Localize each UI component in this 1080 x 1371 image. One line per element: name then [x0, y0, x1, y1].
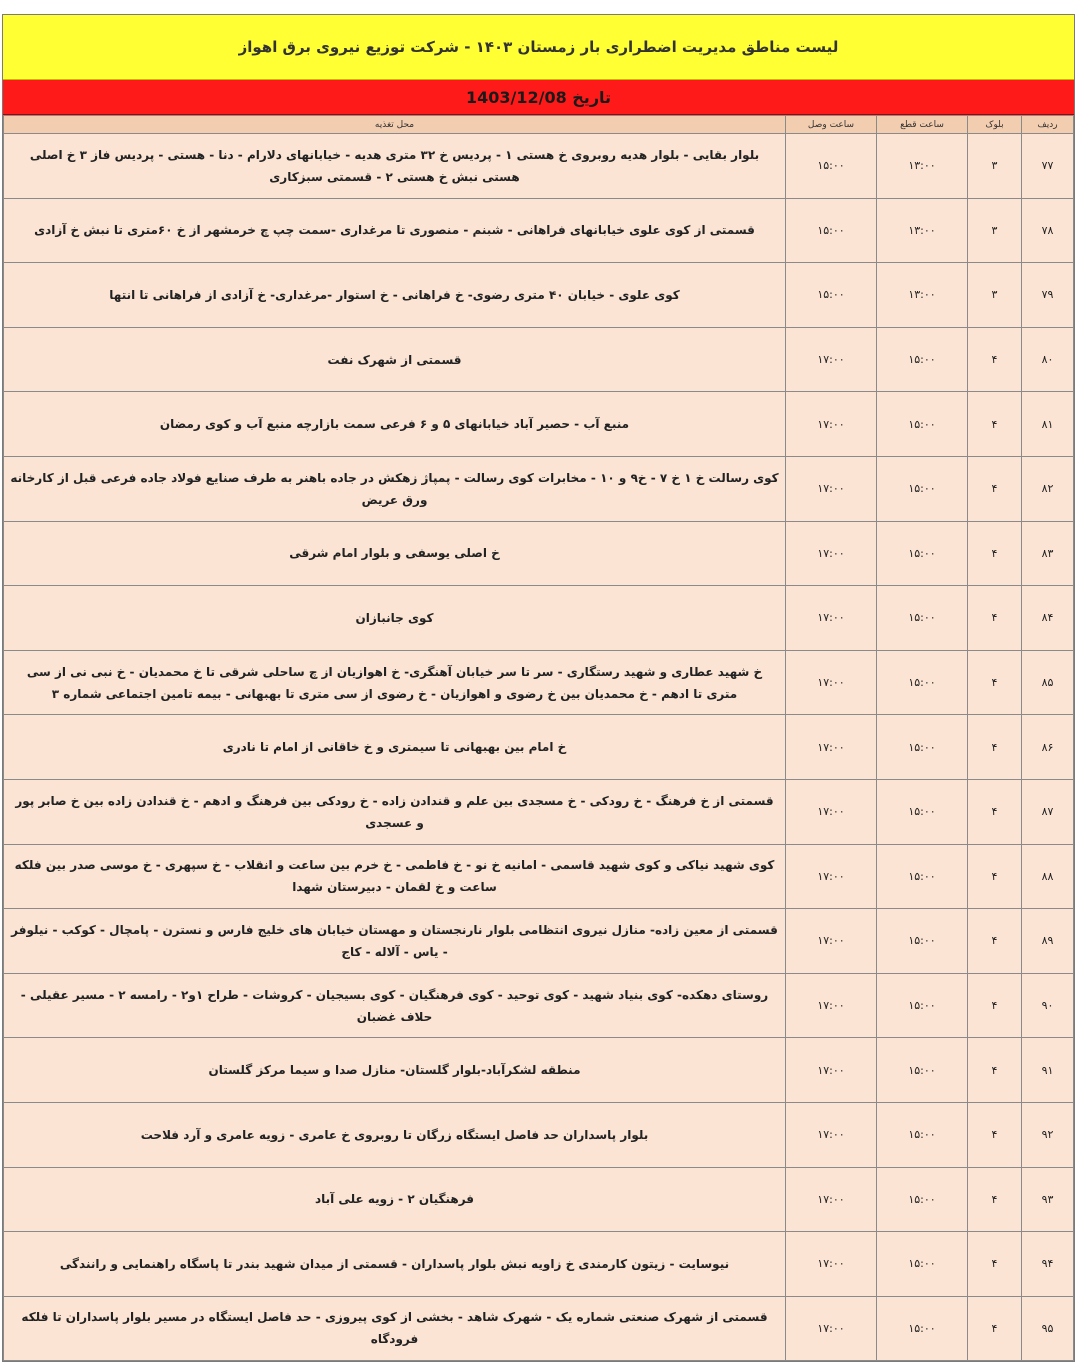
cell-location: بلوار بقایی - بلوار هدیه روبروی خ هستی ۱ - پردیس خ ۳۲ متری هدیه - خیابانهای دلارام - دنا - هستی - پردیس فاز ۳ خ اصلی هستی نبش خ هستی ۲ - قسمتی سبزکاری [4, 134, 786, 199]
cell-cut-time: ۱۵:۰۰ [877, 909, 968, 974]
cell-connect-time: ۱۵:۰۰ [786, 198, 877, 263]
cell-cut-time: ۱۵:۰۰ [877, 1232, 968, 1297]
table-header-row [4, 116, 1074, 134]
cell-block: ۴ [968, 715, 1022, 780]
cell-location: قسمتی از شهرک صنعتی شماره یک - شهرک شاهد - بخشی از کوی پیروزی - حد فاصل ایستگاه در مسیر بلوار پاسداران تا فلکه فرودگاه [4, 1296, 786, 1361]
cell-block: ۴ [968, 1038, 1022, 1103]
cell-row-no: ۹۲ [1022, 1102, 1074, 1167]
cell-block: ۴ [968, 327, 1022, 392]
table-row [4, 1038, 1074, 1103]
cell-row-no: ۹۰ [1022, 973, 1074, 1038]
table-row [4, 650, 1074, 715]
table-row [4, 586, 1074, 651]
cell-row-no: ۸۹ [1022, 909, 1074, 974]
cell-block: ۴ [968, 521, 1022, 586]
cell-row-no: ۸۵ [1022, 650, 1074, 715]
cell-connect-time: ۱۷:۰۰ [786, 392, 877, 457]
cell-location: قسمتی از کوی علوی خیابانهای فراهانی - شبنم - منصوری تا مرغداری -سمت چپ چ خرمشهر از خ ۶۰متری تا نبش خ آزادی [4, 198, 786, 263]
cell-connect-time: ۱۷:۰۰ [786, 844, 877, 909]
table-row [4, 1296, 1074, 1361]
cell-location: کوی رسالت خ ۱ خ ۷ - خ۹ و ۱۰ - مخابرات کوی رسالت - پمپاژ زهکش در جاده باهنر به طرف صنایع فولاد جاده فرعی قبل از کارخانه ورق عریض [4, 456, 786, 521]
col-header-connect-time: ساعت وصل [786, 116, 877, 134]
cell-block: ۴ [968, 586, 1022, 651]
cell-block: ۴ [968, 779, 1022, 844]
cell-block: ۳ [968, 263, 1022, 328]
cell-cut-time: ۱۵:۰۰ [877, 1296, 968, 1361]
table-row [4, 1232, 1074, 1297]
cell-location: روستای دهکده- کوی بنیاد شهید - کوی توحید - کوی فرهنگیان - کوی بسیجیان - کروشات - طراح ۱و۲ - رامسه ۲ - مسیر عقیلی - حلاف غضبان [4, 973, 786, 1038]
cell-cut-time: ۱۵:۰۰ [877, 844, 968, 909]
table-row [4, 134, 1074, 199]
table-row [4, 198, 1074, 263]
cell-block: ۴ [968, 650, 1022, 715]
cell-connect-time: ۱۷:۰۰ [786, 650, 877, 715]
cell-row-no: ۷۹ [1022, 263, 1074, 328]
cell-row-no: ۸۰ [1022, 327, 1074, 392]
cell-connect-time: ۱۷:۰۰ [786, 715, 877, 780]
cell-connect-time: ۱۵:۰۰ [786, 134, 877, 199]
cell-cut-time: ۱۵:۰۰ [877, 456, 968, 521]
cell-block: ۴ [968, 1102, 1022, 1167]
col-header-block: بلوک [968, 116, 1022, 134]
cell-cut-time: ۱۵:۰۰ [877, 715, 968, 780]
cell-cut-time: ۱۵:۰۰ [877, 1167, 968, 1232]
date-label: تاریخ 1403/12/08 [3, 80, 1074, 115]
cell-location: خ امام بین بهبهانی تا سیمتری و خ خاقانی از امام تا نادری [4, 715, 786, 780]
cell-cut-time: ۱۵:۰۰ [877, 650, 968, 715]
cell-location: کوی علوی - خیابان ۴۰ متری رضوی- خ فراهانی - خ استوار -مرغداری- خ آزادی از فراهانی تا انتها [4, 263, 786, 328]
col-header-cut-time: ساعت قطع [877, 116, 968, 134]
cell-block: ۴ [968, 844, 1022, 909]
cell-cut-time: ۱۵:۰۰ [877, 1038, 968, 1103]
table-row [4, 779, 1074, 844]
cell-row-no: ۸۳ [1022, 521, 1074, 586]
cell-connect-time: ۱۵:۰۰ [786, 263, 877, 328]
cell-row-no: ۸۷ [1022, 779, 1074, 844]
cell-row-no: ۸۶ [1022, 715, 1074, 780]
cell-cut-time: ۱۵:۰۰ [877, 1102, 968, 1167]
cell-location: قسمتی از خ فرهنگ - خ رودکی - خ مسجدی بین علم و قندادن زاده - خ رودکی بین فرهنگ و ادهم - خ قندادن زاده بین خ صابر پور و عسجدی [4, 779, 786, 844]
table-row [4, 844, 1074, 909]
cell-cut-time: ۱۳:۰۰ [877, 134, 968, 199]
cell-block: ۴ [968, 1167, 1022, 1232]
schedule-sheet [2, 14, 1075, 1362]
cell-connect-time: ۱۷:۰۰ [786, 1038, 877, 1103]
table-row [4, 521, 1074, 586]
cell-cut-time: ۱۳:۰۰ [877, 263, 968, 328]
cell-row-no: ۸۱ [1022, 392, 1074, 457]
table-row [4, 909, 1074, 974]
cell-block: ۴ [968, 1232, 1022, 1297]
cell-location: خ اصلی یوسفی و بلوار امام شرقی [4, 521, 786, 586]
cell-row-no: ۸۸ [1022, 844, 1074, 909]
cell-block: ۴ [968, 973, 1022, 1038]
cell-row-no: ۷۸ [1022, 198, 1074, 263]
cell-location: فرهنگیان ۲ - زویه علی آباد [4, 1167, 786, 1232]
table-row [4, 456, 1074, 521]
cell-location: منطقه لشکرآباد-بلوار گلستان- منازل صدا و سیما مرکز گلستان [4, 1038, 786, 1103]
table-row [4, 263, 1074, 328]
cell-location: بلوار پاسداران حد فاصل ایستگاه زرگان تا روبروی خ عامری - زویه عامری و آرد فلاحت [4, 1102, 786, 1167]
col-header-row-no: ردیف [1022, 116, 1074, 134]
cell-connect-time: ۱۷:۰۰ [786, 909, 877, 974]
sheet-title: لیست مناطق مدیریت اضطراری بار زمستان ۱۴۰۳ - شرکت توزیع نیروی برق اهواز [3, 15, 1074, 80]
cell-location: قسمتی از معین زاده- منازل نیروی انتظامی بلوار نارنجستان و مهستان خیابان های خلیج فارس و نسترن - پامچال - کوکب - نیلوفر - یاس - آلاله - کاج [4, 909, 786, 974]
cell-connect-time: ۱۷:۰۰ [786, 327, 877, 392]
cell-cut-time: ۱۵:۰۰ [877, 586, 968, 651]
cell-connect-time: ۱۷:۰۰ [786, 1296, 877, 1361]
cell-block: ۳ [968, 134, 1022, 199]
cell-block: ۴ [968, 909, 1022, 974]
cell-connect-time: ۱۷:۰۰ [786, 1232, 877, 1297]
cell-connect-time: ۱۷:۰۰ [786, 521, 877, 586]
cell-row-no: ۸۲ [1022, 456, 1074, 521]
cell-block: ۳ [968, 198, 1022, 263]
cell-row-no: ۹۴ [1022, 1232, 1074, 1297]
cell-block: ۴ [968, 456, 1022, 521]
cell-connect-time: ۱۷:۰۰ [786, 1167, 877, 1232]
cell-block: ۴ [968, 392, 1022, 457]
cell-connect-time: ۱۷:۰۰ [786, 779, 877, 844]
table-row [4, 327, 1074, 392]
cell-location: خ شهید عطاری و شهید رستگاری - سر تا سر خیابان آهنگری- خ اهوازیان از چ ساحلی شرقی تا خ محمدیان - خ نبی نی از سی متری تا ادهم - خ محمدیان بین خ رضوی و اهوازیان - خ رضوی از سی متری تا بهبهانی - بیمه تامین اجتماعی شماره ۳ [4, 650, 786, 715]
cell-row-no: ۷۷ [1022, 134, 1074, 199]
table-row [4, 1167, 1074, 1232]
cell-row-no: ۸۴ [1022, 586, 1074, 651]
schedule-table [3, 115, 1074, 1361]
table-row [4, 392, 1074, 457]
table-row [4, 715, 1074, 780]
cell-location: کوی جانبازان [4, 586, 786, 651]
cell-connect-time: ۱۷:۰۰ [786, 1102, 877, 1167]
cell-cut-time: ۱۵:۰۰ [877, 973, 968, 1038]
cell-row-no: ۹۱ [1022, 1038, 1074, 1103]
cell-location: منبع آب - حصیر آباد خیابانهای ۵ و ۶ فرعی سمت بازارچه منبع آب و کوی رمضان [4, 392, 786, 457]
col-header-location: محل تغذیه [4, 116, 786, 134]
cell-cut-time: ۱۳:۰۰ [877, 198, 968, 263]
cell-connect-time: ۱۷:۰۰ [786, 456, 877, 521]
cell-location: قسمتی از شهرک نفت [4, 327, 786, 392]
cell-row-no: ۹۳ [1022, 1167, 1074, 1232]
cell-row-no: ۹۵ [1022, 1296, 1074, 1361]
cell-connect-time: ۱۷:۰۰ [786, 973, 877, 1038]
cell-cut-time: ۱۵:۰۰ [877, 392, 968, 457]
cell-connect-time: ۱۷:۰۰ [786, 586, 877, 651]
table-row [4, 1102, 1074, 1167]
cell-block: ۴ [968, 1296, 1022, 1361]
cell-cut-time: ۱۵:۰۰ [877, 779, 968, 844]
cell-location: نیوسایت - زیتون کارمندی خ زاویه نبش بلوار پاسداران - قسمتی از میدان شهید بندر تا پاسگاه راهنمایی و رانندگی [4, 1232, 786, 1297]
table-row [4, 973, 1074, 1038]
cell-cut-time: ۱۵:۰۰ [877, 521, 968, 586]
cell-location: کوی شهید نیاکی و کوی شهید قاسمی - امانیه خ نو - خ فاطمی - خ خرم بین ساعت و انقلاب - خ سپهری - خ موسی صدر بین فلکه ساعت و خ لقمان - دبیرستان شهدا [4, 844, 786, 909]
table-body [4, 134, 1074, 1361]
cell-cut-time: ۱۵:۰۰ [877, 327, 968, 392]
